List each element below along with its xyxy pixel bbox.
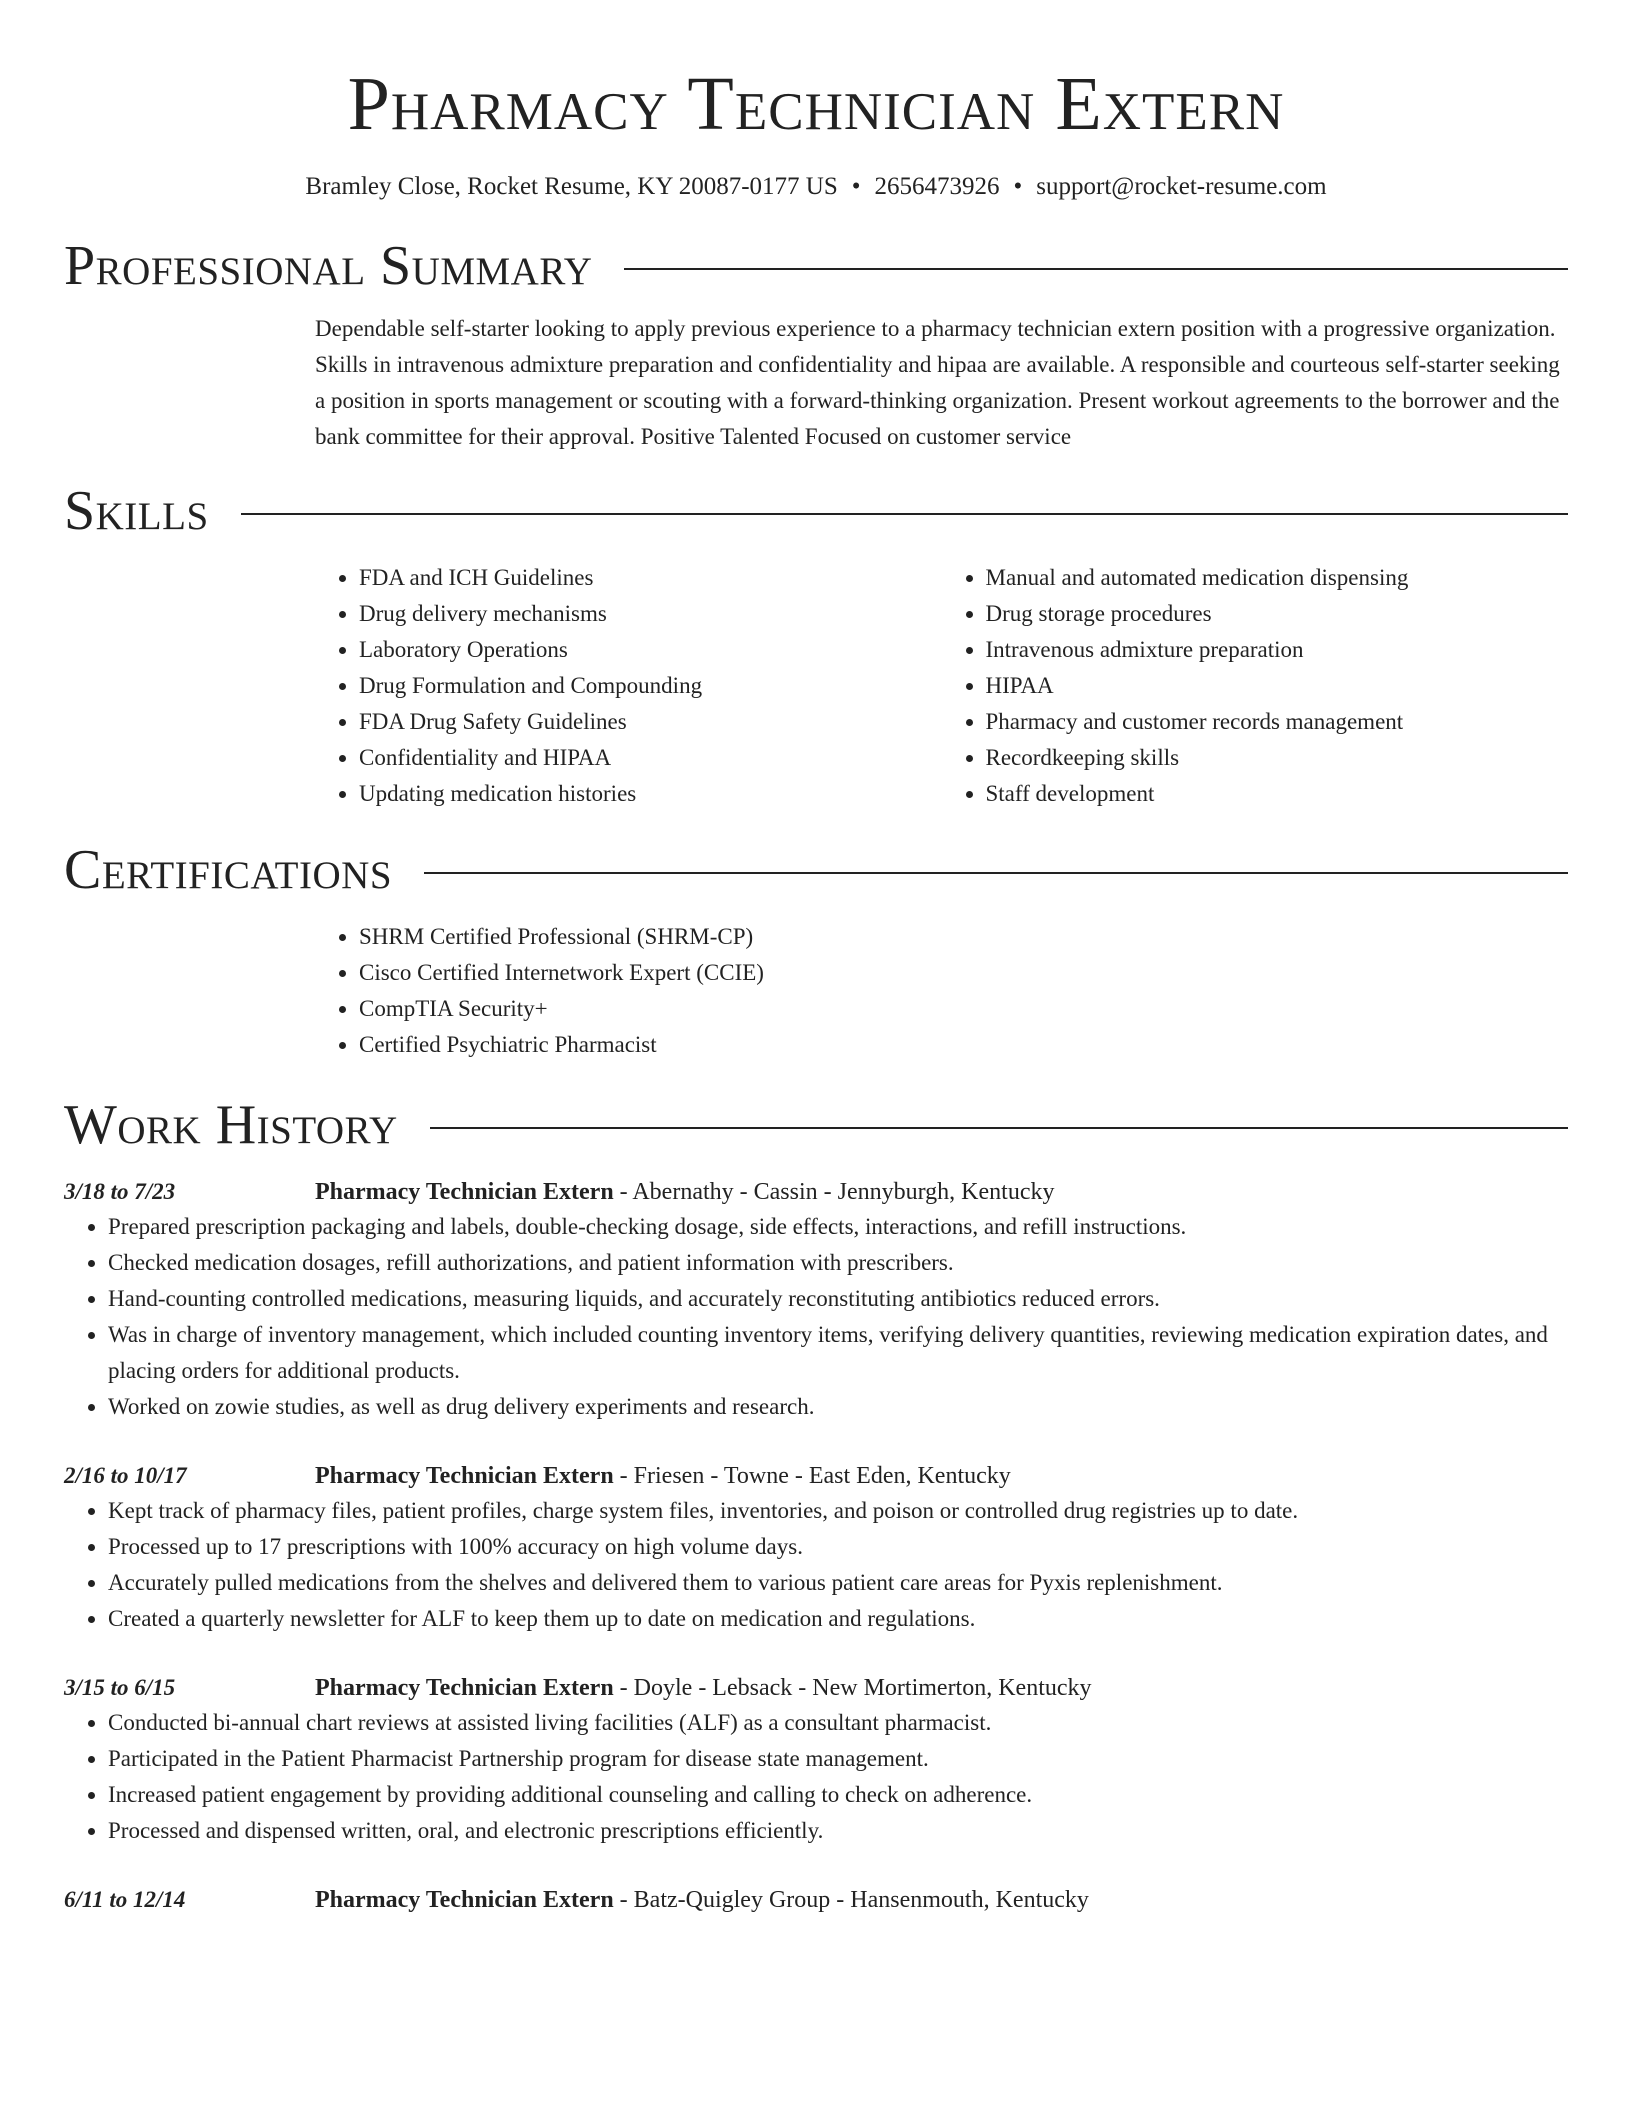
section-title: Skills — [64, 480, 209, 542]
certification-item: • Cisco Certified Internetwork Expert (CCIE) — [359, 955, 1568, 991]
skill-item: • Manual and automated medication dispensing — [986, 560, 1569, 596]
job-bullet: • Prepared prescription packaging and labels, double-checking dosage, side effects, interactions, and refill instructions. — [108, 1209, 1568, 1245]
skill-item: • Recordkeeping skills — [986, 740, 1569, 776]
job-bullet: • Increased patient engagement by providing additional counseling and calling to check on adherence. — [108, 1777, 1568, 1813]
skill-item: • Staff development — [986, 776, 1569, 812]
job-bullet: • Worked on zowie studies, as well as drug delivery experiments and research. — [108, 1389, 1568, 1425]
address: Bramley Close, Rocket Resume, KY 20087-0177 US — [305, 173, 838, 200]
skill-item: • Drug Formulation and Compounding — [359, 668, 942, 704]
skill-item: • Intravenous admixture preparation — [986, 632, 1569, 668]
section-title: Professional Summary — [64, 235, 593, 297]
job-bullet: • Kept track of pharmacy files, patient profiles, charge system files, inventories, and poison or controlled drug registries up to date. — [108, 1493, 1568, 1529]
section-divider — [241, 513, 1568, 515]
candidate-name: Pharmacy Technician Extern — [347, 62, 1285, 146]
summary-text: Dependable self-starter looking to apply previous experience to a pharmacy technician extern position with a progressive organization. Skills in intravenous admixture preparation and confidentiality and hipaa are available. A responsible and courteous self-starter seeking a position in sports management or scouting with a forward-thinking organization. Present workout agreements to the borrower and the bank committee for their approval. Positive Talented Focused on customer service — [315, 316, 1560, 449]
job-bullet: • Processed and dispensed written, oral, and electronic prescriptions efficiently. — [108, 1813, 1568, 1849]
work-history-section — [64, 1091, 1568, 1159]
skill-item: • Confidentiality and HIPAA — [359, 740, 942, 776]
skill-item: • Laboratory Operations — [359, 632, 942, 668]
skills-list-right — [942, 560, 1569, 812]
certification-item: • CompTIA Security+ — [359, 991, 1568, 1027]
job-employer: - Abernathy - Cassin - Jennyburgh, Kentucky — [613, 1179, 1055, 1205]
section-divider — [624, 268, 1568, 270]
job-dates: 2/16 to 10/17 — [64, 1463, 187, 1488]
job-bullet: • Hand-counting controlled medications, measuring liquids, and accurately reconstituting antibiotics reduced errors. — [108, 1281, 1568, 1317]
job-entry — [64, 1459, 1568, 1637]
section-title: Certifications — [64, 839, 393, 901]
skill-item: • Updating medication histories — [359, 776, 942, 812]
job-dates: 6/11 to 12/14 — [64, 1887, 186, 1912]
summary-section — [64, 232, 1568, 455]
skills-list-left — [315, 560, 942, 812]
job-bullets — [64, 1209, 1568, 1425]
summary-body — [315, 311, 1568, 455]
skills-section — [64, 477, 1568, 812]
job-employer: - Batz-Quigley Group - Hansenmouth, Kentucky — [613, 1887, 1089, 1913]
section-title: Work History — [64, 1094, 398, 1156]
job-dates: 3/15 to 6/15 — [64, 1675, 176, 1700]
job-bullets — [64, 1493, 1568, 1637]
job-title: Pharmacy Technician Extern — [315, 1463, 614, 1489]
certifications-list — [315, 919, 1568, 1063]
job-header — [64, 1671, 1568, 1705]
job-header — [64, 1175, 1568, 1209]
job-title-line — [315, 1671, 1092, 1705]
phone: 2656473926 — [874, 173, 1000, 200]
job-title: Pharmacy Technician Extern — [315, 1179, 614, 1205]
separator: • — [1013, 173, 1023, 200]
job-header — [64, 1883, 1568, 1917]
job-bullet: • Accurately pulled medications from the shelves and delivered them to various patient care areas for Pyxis replenishment. — [108, 1565, 1568, 1601]
job-employer: - Friesen - Towne - East Eden, Kentucky — [613, 1463, 1011, 1489]
skill-item: • FDA Drug Safety Guidelines — [359, 704, 942, 740]
job-bullet: • Processed up to 17 prescriptions with 100% accuracy on high volume days. — [108, 1529, 1568, 1565]
contact-line — [0, 172, 1632, 202]
job-title: Pharmacy Technician Extern — [315, 1887, 614, 1913]
email[interactable]: support@rocket-resume.com — [1036, 173, 1327, 200]
skill-item: • FDA and ICH Guidelines — [359, 560, 942, 596]
job-bullet: • Was in charge of inventory management, which included counting inventory items, verifying delivery quantities, reviewing medication expiration dates, and placing orders for additional products. — [108, 1317, 1568, 1389]
section-header — [64, 1091, 1568, 1159]
job-bullets — [64, 1705, 1568, 1849]
job-header — [64, 1459, 1568, 1493]
job-title-line — [315, 1175, 1054, 1209]
skill-item: • Drug delivery mechanisms — [359, 596, 942, 632]
job-bullet: • Participated in the Patient Pharmacist Partnership program for disease state management. — [108, 1741, 1568, 1777]
section-header — [64, 232, 1568, 300]
job-employer: - Doyle - Lebsack - New Mortimerton, Kentucky — [613, 1675, 1092, 1701]
job-bullet: • Conducted bi-annual chart reviews at assisted living facilities (ALF) as a consultant pharmacist. — [108, 1705, 1568, 1741]
job-title-line — [315, 1883, 1089, 1917]
skill-item: • HIPAA — [986, 668, 1569, 704]
job-bullet: • Created a quarterly newsletter for ALF to keep them up to date on medication and regulations. — [108, 1601, 1568, 1637]
job-title-line — [315, 1459, 1011, 1493]
job-entry — [64, 1175, 1568, 1425]
certification-item: • SHRM Certified Professional (SHRM-CP) — [359, 919, 1568, 955]
skills-columns — [315, 560, 1568, 812]
section-header — [64, 836, 1568, 904]
job-bullet: • Checked medication dosages, refill authorizations, and patient information with prescribers. — [108, 1245, 1568, 1281]
certifications-body — [315, 919, 1568, 1063]
certification-item: • Certified Psychiatric Pharmacist — [359, 1027, 1568, 1063]
job-entry — [64, 1883, 1568, 1917]
section-divider — [424, 872, 1568, 874]
section-divider — [430, 1127, 1568, 1129]
skill-item: • Drug storage procedures — [986, 596, 1569, 632]
separator: • — [851, 173, 861, 200]
certifications-section — [64, 836, 1568, 1063]
section-header — [64, 477, 1568, 545]
job-entry — [64, 1671, 1568, 1849]
job-dates: 3/18 to 7/23 — [64, 1179, 176, 1204]
skill-item: • Pharmacy and customer records management — [986, 704, 1569, 740]
job-title: Pharmacy Technician Extern — [315, 1675, 614, 1701]
